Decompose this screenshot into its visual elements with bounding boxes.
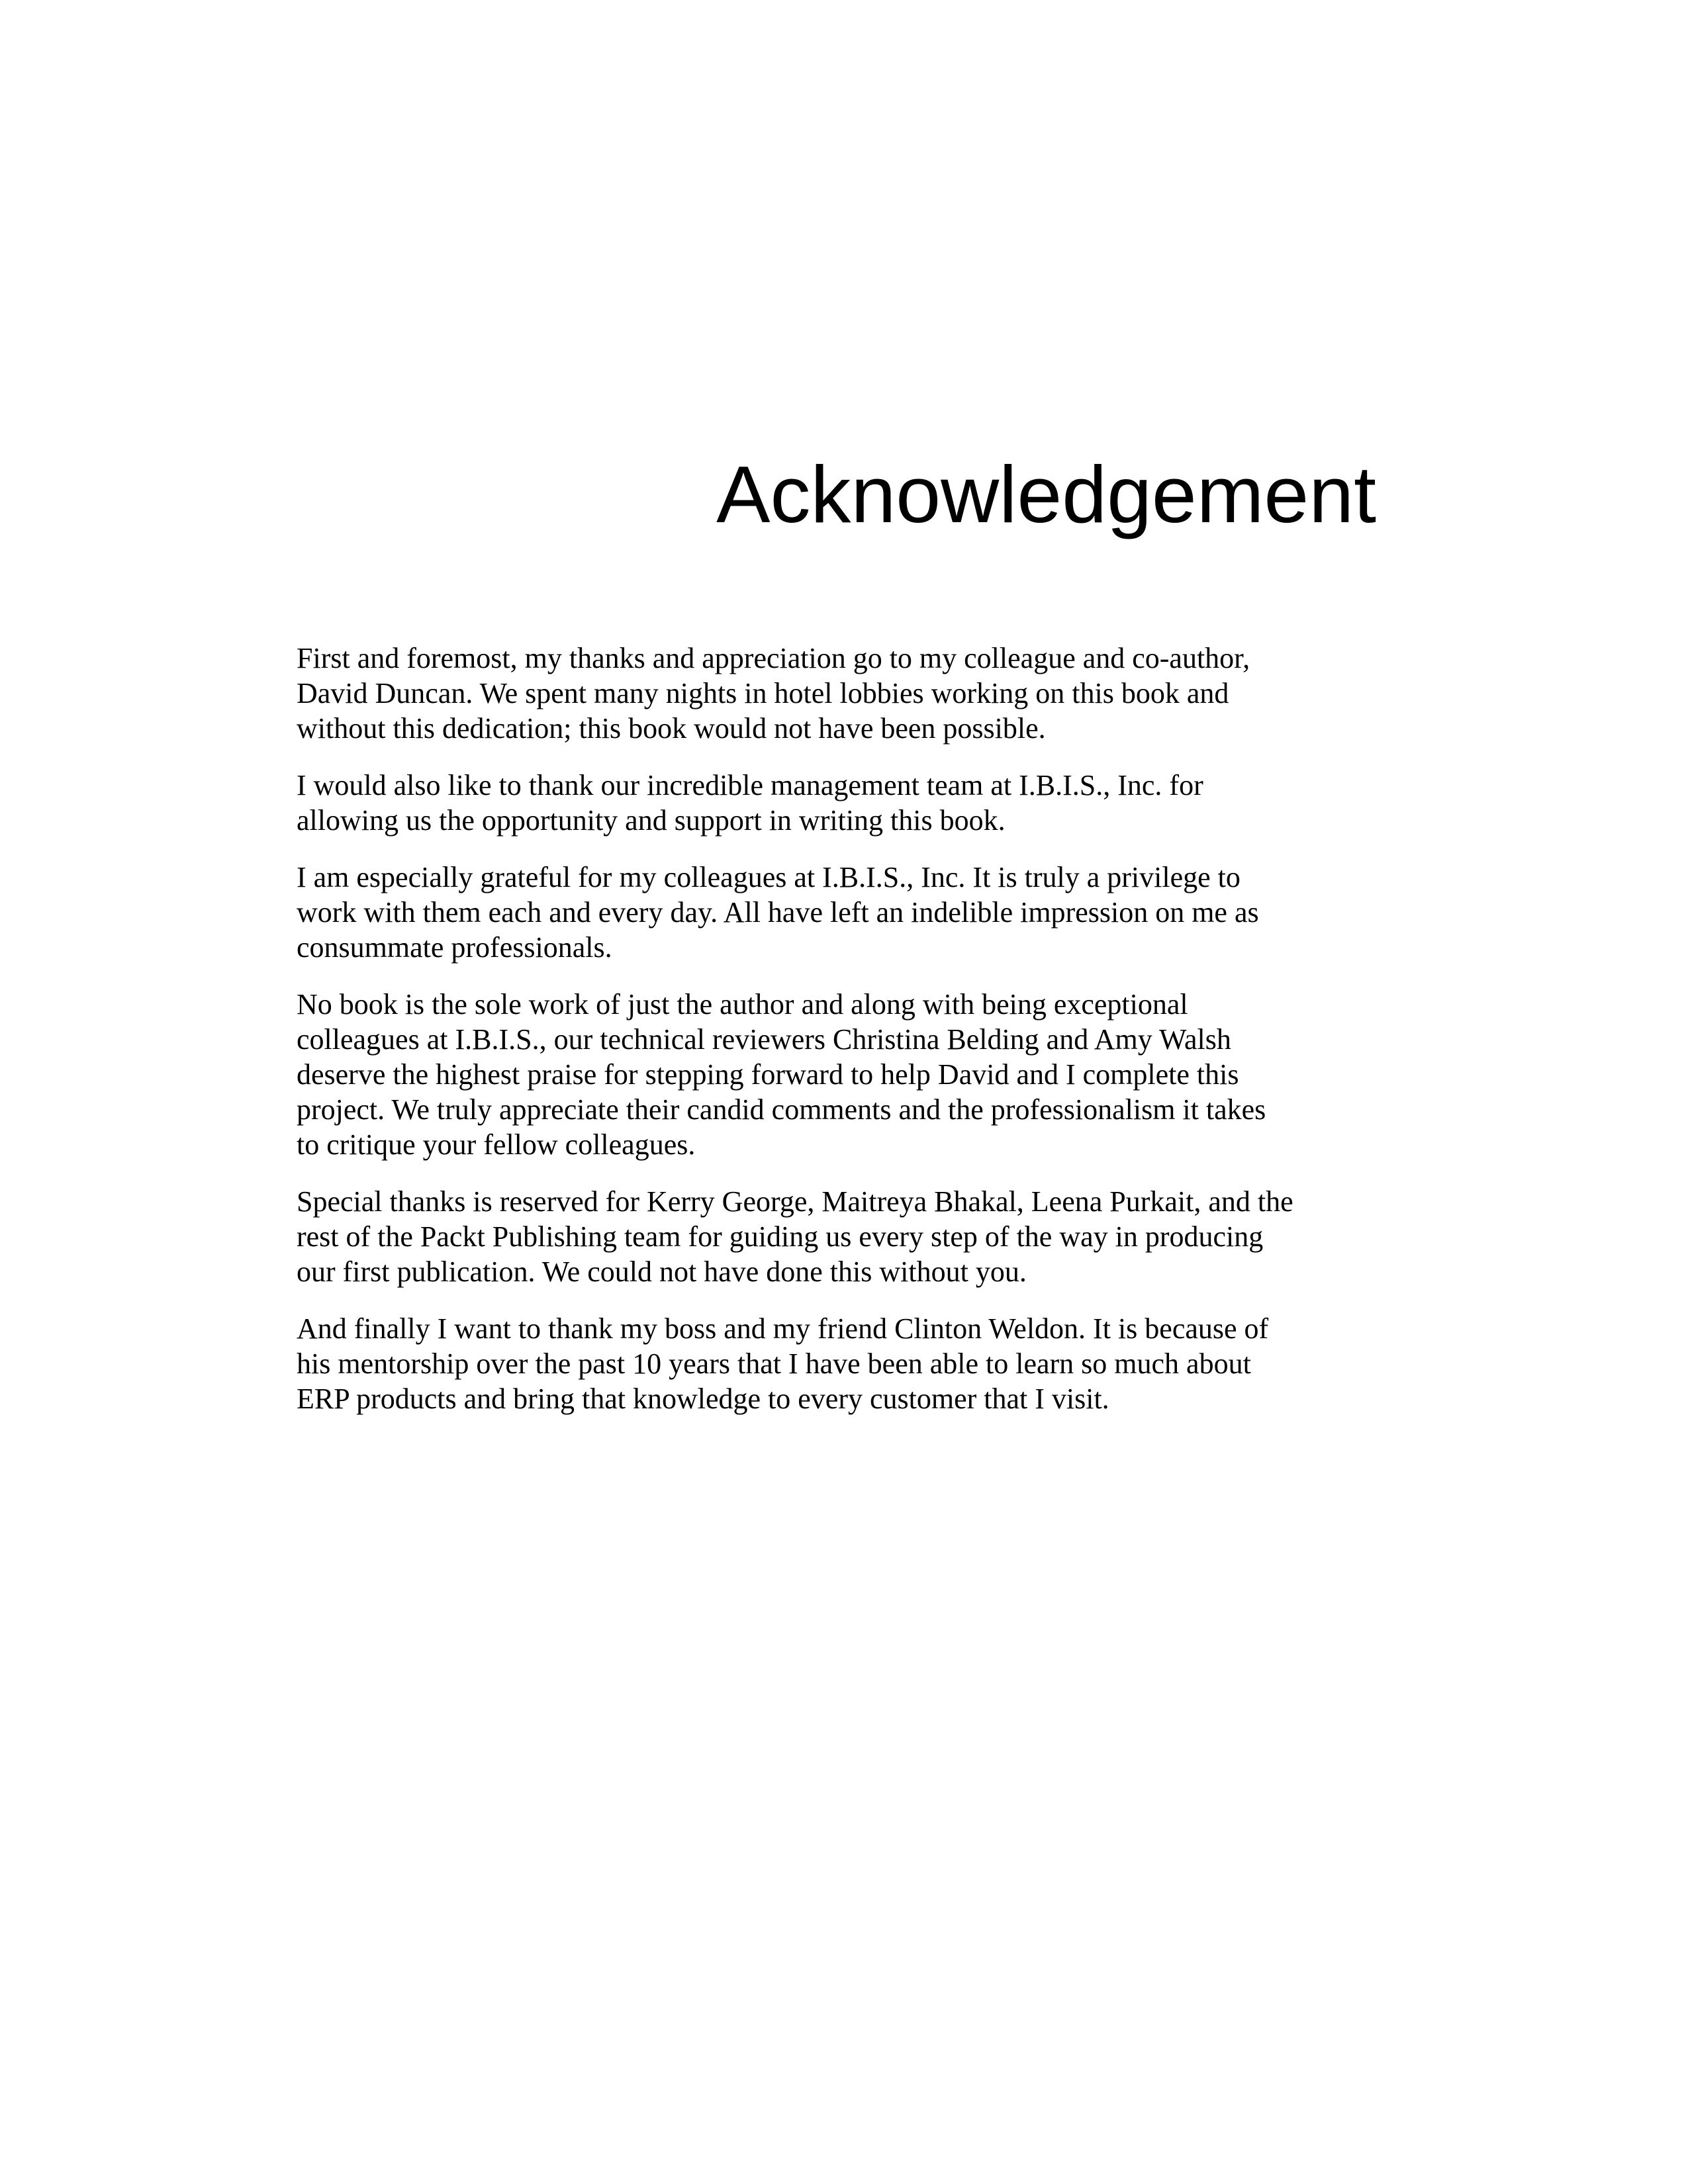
page-title: Acknowledgement — [716, 449, 1376, 539]
paragraph-line: our first publication. We could not have done this without you. — [297, 1255, 1027, 1288]
paragraph-line: his mentorship over the past 10 years that I have been able to learn so much about — [297, 1347, 1251, 1380]
paragraph-line: I would also like to thank our incredible management team at I.B.I.S., Inc. for — [297, 769, 1203, 801]
paragraph-line: deserve the highest praise for stepping forward to help David and I complete this — [297, 1058, 1239, 1091]
paragraph-line: project. We truly appreciate their candid comments and the professionalism it takes — [297, 1093, 1266, 1126]
paragraph-line: work with them each and every day. All have left an indelible impression on me as — [297, 896, 1259, 929]
paragraph-line: consummate professionals. — [297, 931, 612, 964]
paragraph-line: Special thanks is reserved for Kerry George, Maitreya Bhakal, Leena Purkait, and the — [297, 1185, 1293, 1218]
paragraph-line: to critique your fellow colleagues. — [297, 1128, 696, 1161]
paragraph-line: David Duncan. We spent many nights in hotel lobbies working on this book and — [297, 677, 1229, 709]
paragraph-line: without this dedication; this book would not have been possible. — [297, 712, 1046, 745]
paragraph-line: I am especially grateful for my colleagues at I.B.I.S., Inc. It is truly a privilege to — [297, 861, 1241, 893]
paragraph-1 — [297, 641, 1389, 746]
paragraph-line: colleagues at I.B.I.S., our technical reviewers Christina Belding and Amy Walsh — [297, 1023, 1231, 1056]
paragraph-3 — [297, 860, 1389, 965]
paragraph-4 — [297, 987, 1389, 1162]
paragraph-5 — [297, 1184, 1389, 1289]
paragraph-line: First and foremost, my thanks and appreciation go to my colleague and co-author, — [297, 642, 1250, 674]
paragraph-2 — [297, 768, 1389, 838]
paragraph-line: allowing us the opportunity and support in writing this book. — [297, 804, 1006, 837]
acknowledgement-body — [297, 641, 1389, 1438]
paragraph-6 — [297, 1311, 1389, 1416]
paragraph-line: And finally I want to thank my boss and my friend Clinton Weldon. It is because of — [297, 1312, 1269, 1345]
paragraph-line: rest of the Packt Publishing team for guiding us every step of the way in producing — [297, 1220, 1264, 1253]
paragraph-line: No book is the sole work of just the author and along with being exceptional — [297, 988, 1188, 1021]
paragraph-line: ERP products and bring that knowledge to every customer that I visit. — [297, 1383, 1109, 1415]
